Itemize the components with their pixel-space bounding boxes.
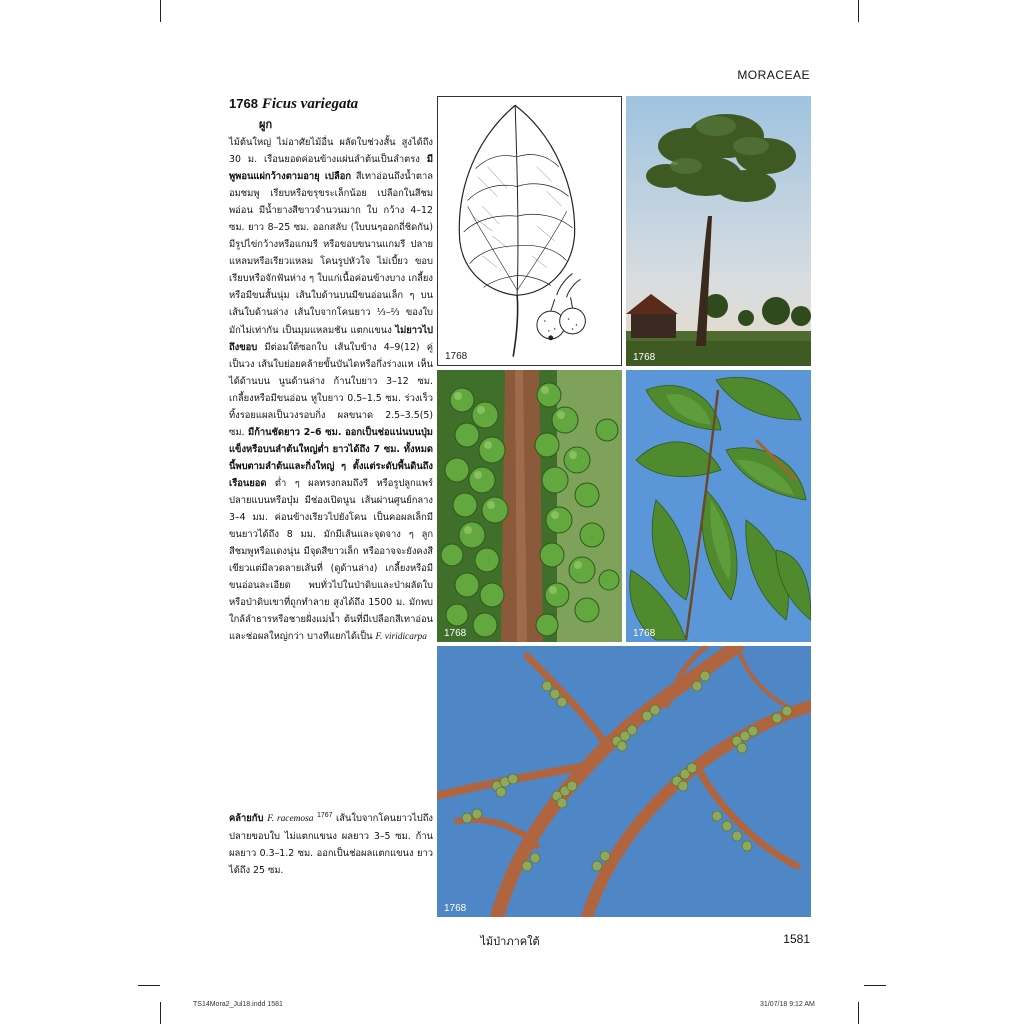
- crop-mark: [138, 985, 160, 986]
- local-name: ผูก: [259, 118, 273, 131]
- print-slug-file: TS14Mora2_Jul18.indd 1581: [193, 1001, 283, 1008]
- fruit-cluster-photo: [437, 370, 622, 642]
- crop-mark: [858, 1002, 859, 1024]
- page-number: 1581: [783, 932, 810, 946]
- entry-heading: [229, 95, 434, 133]
- branches-photo-image: [437, 646, 811, 917]
- crop-mark: [160, 1002, 161, 1024]
- tree-photo-image: [626, 96, 811, 366]
- print-slug-date: 31/07/18 9:12 AM: [760, 1001, 815, 1008]
- branches-with-figs-photo: [437, 646, 811, 917]
- leaf-drawing-figure: [437, 96, 622, 366]
- crop-mark: [160, 0, 161, 22]
- entry-number: 1768: [229, 96, 258, 111]
- crop-mark: [864, 985, 886, 986]
- crop-mark: [858, 0, 859, 22]
- species-description: ไม้ต้นใหญ่ ไม่อาศัยไม้อื่น ผลัดใบช่วงสั้น สูงได้ถึง 30 ม. เรือนยอดค่อนข้างแผ่นลำต้นเป็นลำตรง มีพูพอนแผ่กว้างตามอายุ เปลือก สีเทาอ่อนถึงน้ำตาลอมชมพู เรียบหรือขรุขระเล็กน้อย เปลือกในสีชมพอ่อน มีน้ำยางสีขาวจำนวนมาก ใบ กว้าง 4–12 ซม. ยาว 8–25 ซม. ออกสลับ (ใบบนๆออกถี่ชิดกัน) มีรูปไข่กว้างหรือแกมรี หรือขอบขนานแกมรี ปลายแหลมหรือเรียวแหลม โคนรูปหัวใจ ไม่เบี้ยว ขอบเรียบหรือจักฟันห่าง ๆ ใบแก่เนื้อค่อนข้างบาง เกลี้ยงหรือมีขนสั้นนุ่ม เส้นใบด้านบนมีขนอ่อนเล็ก ๆ บนเส้นใบด้านล่าง เส้นใบจากโคนยาว ⅓–⅔ ของใบ มักไม่เท่ากัน เป็นมุมแหลมชัน แตกแขนง ไม่ยาวไปถึงขอบ มีต่อมใต้ซอกใบ เส้นใบข้าง 4–9(12) คู่ เป็นวง เส้นใบย่อยคล้ายขั้นบันไดหรือกึ่งร่างแห เห็นได้ด้านบน นูนด้านล่าง ก้านใบยาว 3–12 ซม. เกลี้ยงหรือมีขนอ่อน หูใบยาว 0.5–1.5 ซม. ร่วงเร็ว ทิ้งรอยแผลเป็นวงรอบกิ่ง ผลขนาด 2.5–3.5(5) ซม. มีก้านชัดยาว 2–6 ซม. ออกเป็นช่อแน่นบนปุ่มแข็งหรือบนลำต้นใหญ่ต่ำ ยาวได้ถึง 7 ซม. ทั้งหมดนี้พบตามลำต้นและกิ่งใหญ่ ๆ ตั้งแต่ระดับพื้นดินถึงเรือนยอด ต่ำ ๆ ผลทรงกลมถึงรี หรือรูปลูกแพร์ ปลายแบนหรือบุ๋ม มีช่องเปิดนูน เส้นผ่านศูนย์กลาง 3–4 มม. ค่อนข้างเรียวไปยังโคน เป็นคอผลเล็กมีขนยาวได้ถึง 8 มม. มักมีเส้นและจุดจาง ๆ ลูกสีชมพูหรือแดงนุ่น มีจุดสีขาวเล็ก หรืออาจจะยังคงสีเขียวแต่มีลวดลายเส้นที่ (ดูด้านล่าง) เกลี้ยงหรือมีขนอ่อนละเอียด พบทั่วไปในป่าดิบและป่าผลัดใบ หรือป่าดิบเขาที่ถูกทำลาย สูงได้ถึง 1500 ม. มักพบใกล้ลำธารหรือชายฝั่งแม่น้ำ ต้นที่มีเปลือกสีเทาอ่อนและช่อผลใหญ่กว่า บางทีแยกได้เป็น F. viridicarpa: [229, 137, 433, 643]
- leaves-photo: [626, 370, 811, 642]
- leaves-photo-image: [626, 370, 811, 642]
- scientific-name: Ficus variegata: [261, 96, 359, 112]
- fruit-cluster-image: [437, 370, 622, 642]
- figure-label: 1768: [444, 903, 467, 914]
- similar-species-note: คล้ายกับ F. racemosa $^{1767}$ เส้นใบจากโคนยาวไปถึงปลายขอบใบ ไม่แตกแขนง ผลยาว 3–5 ซม. ก้านผลยาว 0.3–1.2 ซม. ออกเป็นช่อผลแตกแขนง ยาวได้ถึง 25 ซม.: [229, 812, 434, 877]
- leaf-drawing-illustration: [438, 97, 621, 365]
- figure-label: 1768: [444, 628, 467, 639]
- tree-photo: [626, 96, 811, 366]
- figure-label: 1768: [445, 351, 468, 362]
- figure-label: 1768: [633, 352, 656, 363]
- family-header: MORACEAE: [737, 68, 810, 82]
- section-title-footer: ไม้ป่าภาคใต้: [480, 935, 540, 948]
- figure-label: 1768: [633, 628, 656, 639]
